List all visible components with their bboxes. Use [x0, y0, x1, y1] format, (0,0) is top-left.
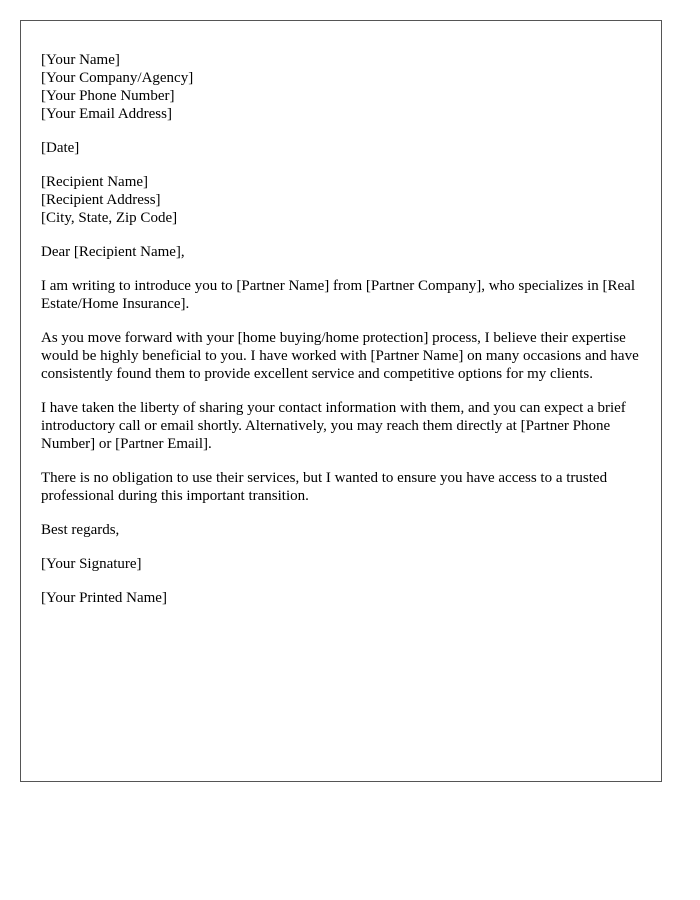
letter-page — [20, 20, 662, 782]
body-paragraph-expertise: As you move forward with your [home buying/home protection] process, I believe their expertise would be highly beneficial to you. I have worked with [Partner Name] on many occasions and have consistently found them to provide excellent service and competitive options for my clients. — [41, 330, 639, 382]
letter-body — [41, 21, 641, 607]
salutation: Dear [Recipient Name], — [41, 244, 185, 260]
date-block — [41, 139, 641, 157]
body-paragraph-contact: I have taken the liberty of sharing your contact information with them, and you can expect a brief introductory call or email shortly. Alternatively, you may reach them directly at [Partner Phone Number] or [Partner Email]. — [41, 400, 626, 452]
sender-phone: [Your Phone Number] — [41, 88, 175, 104]
sender-name: [Your Name] — [41, 52, 120, 68]
closing: Best regards, — [41, 522, 120, 538]
recipient-city-state-zip: [City, State, Zip Code] — [41, 210, 178, 226]
sender-company: [Your Company/Agency] — [41, 70, 194, 86]
sender-block — [41, 51, 641, 123]
body-paragraph-obligation: There is no obligation to use their services, but I wanted to ensure you have access to a trusted professional during this important transition. — [41, 470, 608, 504]
body-paragraph-introduction: I am writing to introduce you to [Partner Name] from [Partner Company], who specializes in [Real Estate/Home Insurance]. — [41, 278, 635, 312]
recipient-name: [Recipient Name] — [41, 174, 149, 190]
recipient-address: [Recipient Address] — [41, 192, 161, 208]
printed-name: [Your Printed Name] — [41, 590, 167, 606]
letter-date: [Date] — [41, 140, 80, 156]
signature: [Your Signature] — [41, 556, 142, 572]
sender-email: [Your Email Address] — [41, 106, 172, 122]
recipient-block — [41, 173, 641, 227]
